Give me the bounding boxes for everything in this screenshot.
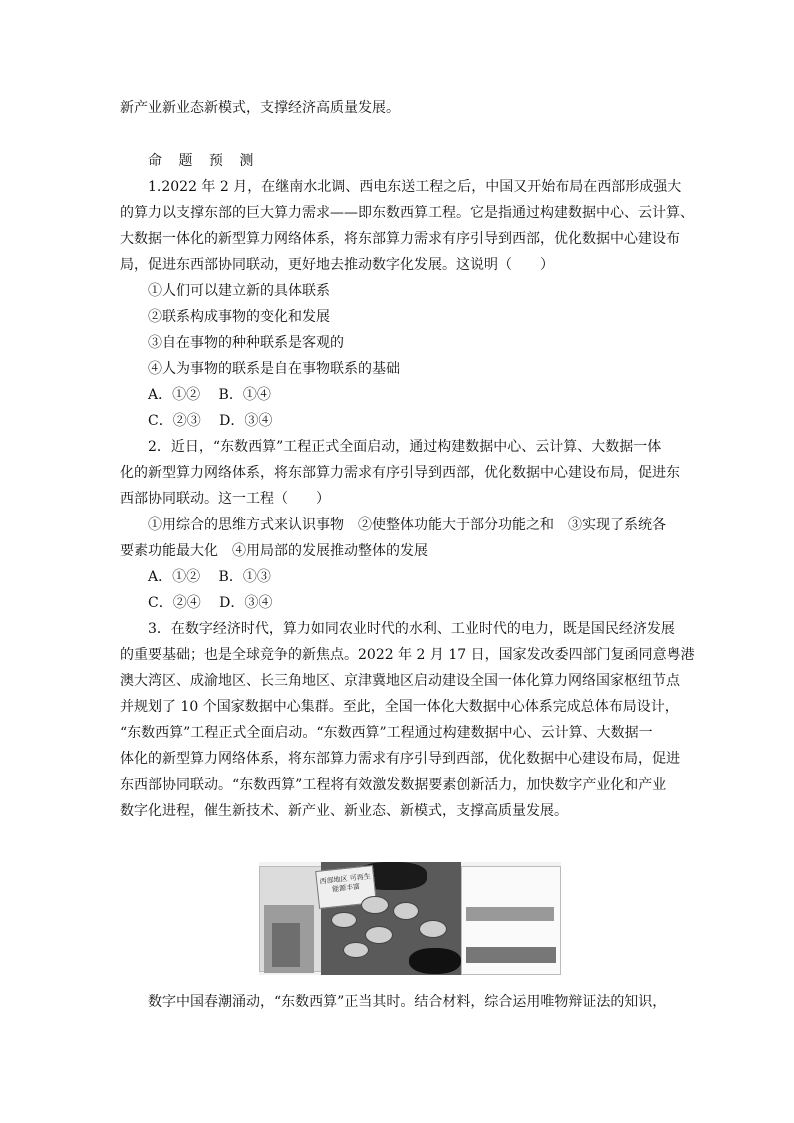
q3-line: 澳大湾区、成渝地区、长三角地区、京津冀地区启动建设全国一体化算力网络国家枢纽节点 — [120, 673, 680, 689]
figure-banner: 西部地区 可再生能源丰富 — [315, 865, 377, 909]
q2-line: 西部协同联动。这一工程（ ） — [120, 491, 330, 507]
q3-line: 3．在数字经济时代，算力如同农业时代的水利、工业时代的电力，既是国民经济发展 — [148, 621, 675, 637]
q2-line: 化的新型算力网络体系，将东部算力需求有序引导到西部，优化数据中心建设布局，促进东 — [120, 465, 680, 481]
q1-option: ①人们可以建立新的具体联系 — [148, 283, 330, 299]
q2-choices: A．①② B．①③ — [148, 569, 271, 585]
q3-line: 的重要基础；也是全球竞争的新焦点。2022 年 2 月 17 日，国家发改委四部门复函同意粤港 — [120, 647, 695, 663]
photo-strip — [466, 907, 554, 921]
q3-line: “东数西算”工程正式全面启动。“东数西算”工程通过构建数据中心、云计算、大数据一 — [120, 725, 653, 741]
diagram-node — [419, 920, 447, 938]
diagram-node — [361, 896, 389, 914]
q1-option: ④人为事物的联系是自在事物联系的基础 — [148, 361, 400, 377]
diagram-node — [365, 926, 393, 944]
q1-line: 局，促进东西部协同联动，更好地去推动数字化发展。这说明（ ） — [120, 257, 554, 273]
q1-line: 大数据一体化的新型算力网络体系，将东部算力需求有序引导到西部，优化数据中心建设布 — [120, 231, 680, 247]
q3-prompt-line: 数字中国春潮涌动，“东数西算”正当其时。结合材料，综合运用唯物辩证法的知识， — [148, 994, 667, 1010]
q3-line: 东西部协同联动。“东数西算”工程将有效激发数据要素创新活力，加快数字产业化和产业 — [120, 777, 667, 793]
figure-panel-right — [461, 866, 561, 975]
q2-line: 2．近日，“东数西算”工程正式全面启动，通过构建数据中心、云计算、大数据一体 — [148, 439, 662, 455]
q3-line: 数字化进程，催生新技术、新产业、新业态、新模式，支撑高质量发展。 — [120, 803, 568, 819]
q3-line: 并规划了 10 个国家数据中心集群。至此，全国一体化大数据中心体系完成总体布局设计， — [120, 699, 679, 715]
infographic-image — [259, 862, 561, 975]
diagram-node — [331, 912, 357, 928]
q2-option: ①用综合的思维方式来认识事物 ②使整体功能大于部分功能之和 ③实现了系统各 — [148, 517, 666, 533]
q2-option: 要素功能最大化 ④用局部的发展推动整体的发展 — [120, 543, 428, 559]
text-line: 新产业新业态新模式，支撑经济高质量发展。 — [120, 100, 400, 116]
q1-choices: A．①② B．①④ — [148, 387, 271, 403]
q3-line: 体化的新型算力网络体系，将东部算力需求有序引导到西部，优化数据中心建设布局，促进 — [120, 751, 680, 767]
q1-option: ③自在事物的种种联系是客观的 — [148, 335, 344, 351]
q1-option: ②联系构成事物的变化和发展 — [148, 309, 330, 325]
section-heading: 命 题 预 测 — [148, 153, 260, 169]
photo-strip — [466, 947, 556, 963]
diagram-node — [343, 942, 369, 958]
q1-line: 1.2022 年 2 月，在继南水北调、西电东送工程之后，中国又开始布局在西部形成强大 — [148, 179, 682, 195]
diagram-node — [393, 902, 419, 920]
redaction-blob — [409, 948, 461, 974]
q1-choices: C．②③ D．③④ — [148, 413, 273, 429]
figure-panel-center — [321, 862, 461, 975]
q2-choices: C．②④ D．③④ — [148, 595, 273, 611]
q1-line: 的算力以支撑东部的巨大算力需求——即东数西算工程。它是指通过构建数据中心、云计算、 — [120, 205, 694, 221]
building-graphic — [272, 923, 300, 967]
